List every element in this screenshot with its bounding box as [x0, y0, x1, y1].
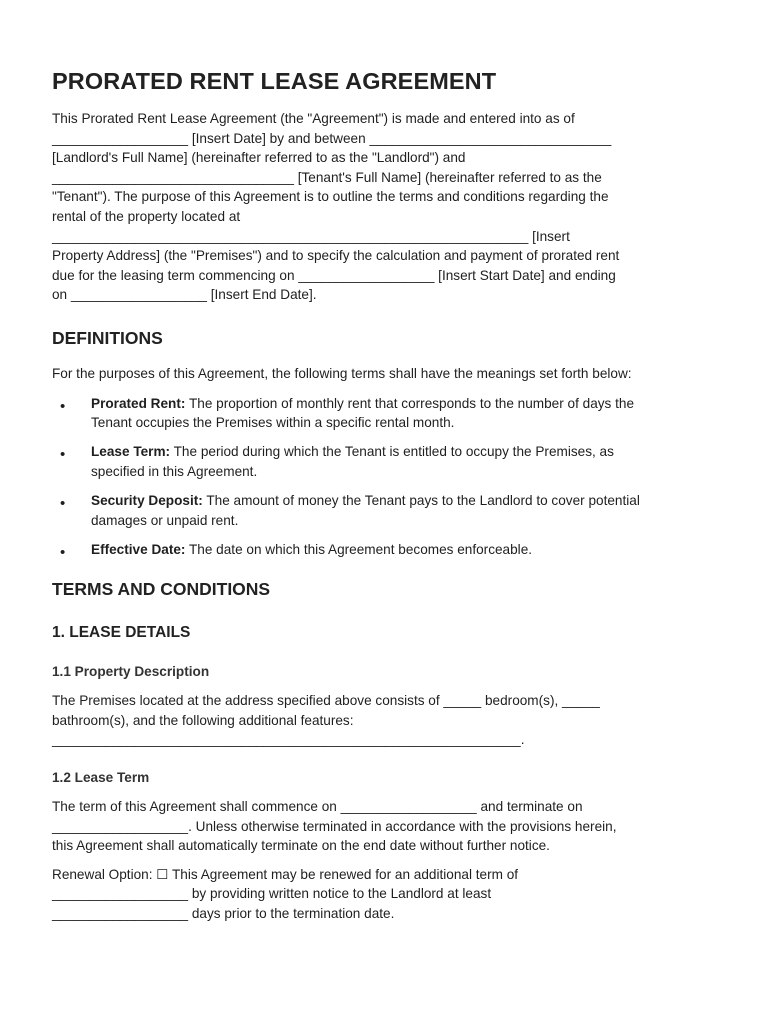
- definitions-intro: For the purposes of this Agreement, the following terms shall have the meanings set forth below:: [52, 365, 632, 381]
- definition-item: [52, 442, 718, 481]
- definition-term: Effective Date:: [91, 541, 186, 557]
- intro-line: This Prorated Rent Lease Agreement (the "Agreement") is made and entered into as of: [52, 111, 575, 126]
- lease-term-heading: 1.2 Lease Term: [52, 769, 150, 785]
- bullet-icon: •: [60, 543, 66, 561]
- definition-term: Prorated Rent:: [91, 395, 186, 411]
- definition-text: Tenant occupies the Premises within a specific rental month.: [91, 415, 455, 431]
- definition-text: specified in this Agreement.: [91, 463, 258, 479]
- renewal-line: __________________ days prior to the termination date.: [52, 905, 395, 921]
- lease-term-line: this Agreement shall automatically terminate on the end date without further notice.: [52, 838, 550, 854]
- definition-text: damages or unpaid rent.: [91, 512, 239, 528]
- intro-line: Property Address] (the "Premises") and to specify the calculation and payment of prorated rent: [52, 248, 620, 264]
- terms-heading: TERMS AND CONDITIONS: [52, 579, 271, 600]
- intro-line: "Tenant"). The purpose of this Agreement is to outline the terms and conditions regarding the: [52, 189, 609, 205]
- definition-term: Lease Term:: [91, 444, 171, 460]
- property-line: ______________________________________________________________.: [52, 732, 525, 748]
- intro-line: _______________________________________________________________ [Insert: [52, 228, 570, 244]
- property-description-heading: 1.1 Property Description: [52, 664, 210, 680]
- intro-line: [Landlord's Full Name] (hereinafter referred to as the "Landlord") and: [52, 150, 466, 166]
- definition-text: The proportion of monthly rent that corresponds to the number of days the: [185, 395, 635, 411]
- intro-line: __________________ [Insert Date] by and between ________________________________: [52, 130, 612, 146]
- lease-term-line: __________________. Unless otherwise terminated in accordance with the provisions herein,: [52, 818, 617, 834]
- definition-text: The amount of money the Tenant pays to the Landlord to cover potential: [202, 492, 640, 508]
- property-line: The Premises located at the address specified above consists of _____ bedroom(s), _____: [52, 693, 600, 709]
- property-description-paragraph: [52, 691, 718, 750]
- definition-item: [52, 491, 718, 530]
- intro-line: due for the leasing term commencing on __________________ [Insert Start Date] and ending: [52, 267, 616, 283]
- intro-line: ________________________________ [Tenant's Full Name] (hereinafter referred to as the: [52, 169, 602, 185]
- lease-term-paragraph: [52, 797, 718, 856]
- definitions-list: [52, 394, 718, 560]
- bullet-icon: •: [60, 494, 66, 512]
- document-title: PRORATED RENT LEASE AGREEMENT: [52, 68, 497, 94]
- definition-text: The period during which the Tenant is entitled to occupy the Premises, as: [170, 444, 614, 460]
- renewal-line: __________________ by providing written notice to the Landlord at least: [52, 886, 492, 902]
- intro-line: on __________________ [Insert End Date].: [52, 287, 317, 303]
- definition-item: [52, 394, 718, 433]
- definition-term: Security Deposit:: [91, 492, 203, 508]
- renewal-line: Renewal Option: ☐ This Agreement may be renewed for an additional term of: [52, 866, 519, 882]
- definition-item: [52, 540, 718, 560]
- definitions-heading: DEFINITIONS: [52, 327, 163, 348]
- property-line: bathroom(s), and the following additional features:: [52, 712, 354, 728]
- bullet-icon: •: [60, 397, 66, 415]
- renewal-option-paragraph: [52, 865, 718, 924]
- intro-line: rental of the property located at: [52, 208, 241, 224]
- lease-details-heading: 1. LEASE DETAILS: [52, 624, 191, 642]
- intro-paragraph: [52, 109, 718, 305]
- bullet-icon: •: [60, 446, 66, 464]
- definition-text: The date on which this Agreement becomes enforceable.: [185, 541, 533, 557]
- lease-term-line: The term of this Agreement shall commence on __________________ and terminate on: [52, 798, 583, 814]
